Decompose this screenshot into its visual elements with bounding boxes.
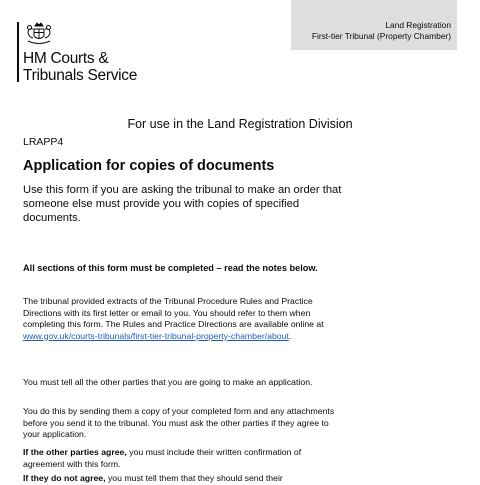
parties-agree-bold: If the other parties agree, xyxy=(23,447,127,457)
logo-bar xyxy=(17,22,19,82)
crest-icon xyxy=(24,20,54,47)
logo-line-2: Tribunals Service xyxy=(23,67,138,84)
logo-line-1: HM Courts & xyxy=(23,50,109,67)
rules-end: . xyxy=(288,330,292,341)
header-box xyxy=(291,0,457,50)
parties-disagree-bold: If they do not agree, xyxy=(23,473,106,483)
rules-text: The tribunal provided extracts of the Tribunal Procedure Rules and Practice Directions with its first letter or email to you. You should refer to them when completing this form. The Rules and Practice Directions are available online at xyxy=(23,296,324,330)
parties-disagree-paragraph xyxy=(23,473,343,485)
form-code: LRAPP4 xyxy=(23,136,64,148)
hmcts-logo xyxy=(17,20,152,86)
header-line-1: Land Registration xyxy=(385,20,451,30)
page-title: Application for copies of documents xyxy=(23,158,275,174)
parties-disagree-text: you must tell them that they should send their xyxy=(105,473,283,483)
completion-warning: All sections of this form must be completed – read the notes below. xyxy=(23,263,318,273)
parties-agree-paragraph xyxy=(23,447,343,470)
tell-parties-paragraph: You must tell all the other parties that you are going to make an application. xyxy=(23,377,313,387)
send-copy-paragraph: You do this by sending them a copy of your completed form and any attachments before you send it to the tribunal. You must ask the other parties if they agree to your application. xyxy=(23,406,335,440)
intro-text: Use this form if you are asking the tribunal to make an order that someone else must provide you with copies of specified documents. xyxy=(23,184,342,224)
division-heading: For use in the Land Registration Division xyxy=(127,117,353,131)
rules-link[interactable]: www.gov.uk/courts-tribunals/first-tier-tribunal-property-chamber/about xyxy=(23,330,289,341)
parties-agree-text: you must include their written confirmation of agreement with this form. xyxy=(23,447,302,469)
rules-paragraph xyxy=(23,296,343,342)
header-line-2: First-tier Tribunal (Property Chamber) xyxy=(311,31,451,41)
logo-text xyxy=(23,50,137,84)
